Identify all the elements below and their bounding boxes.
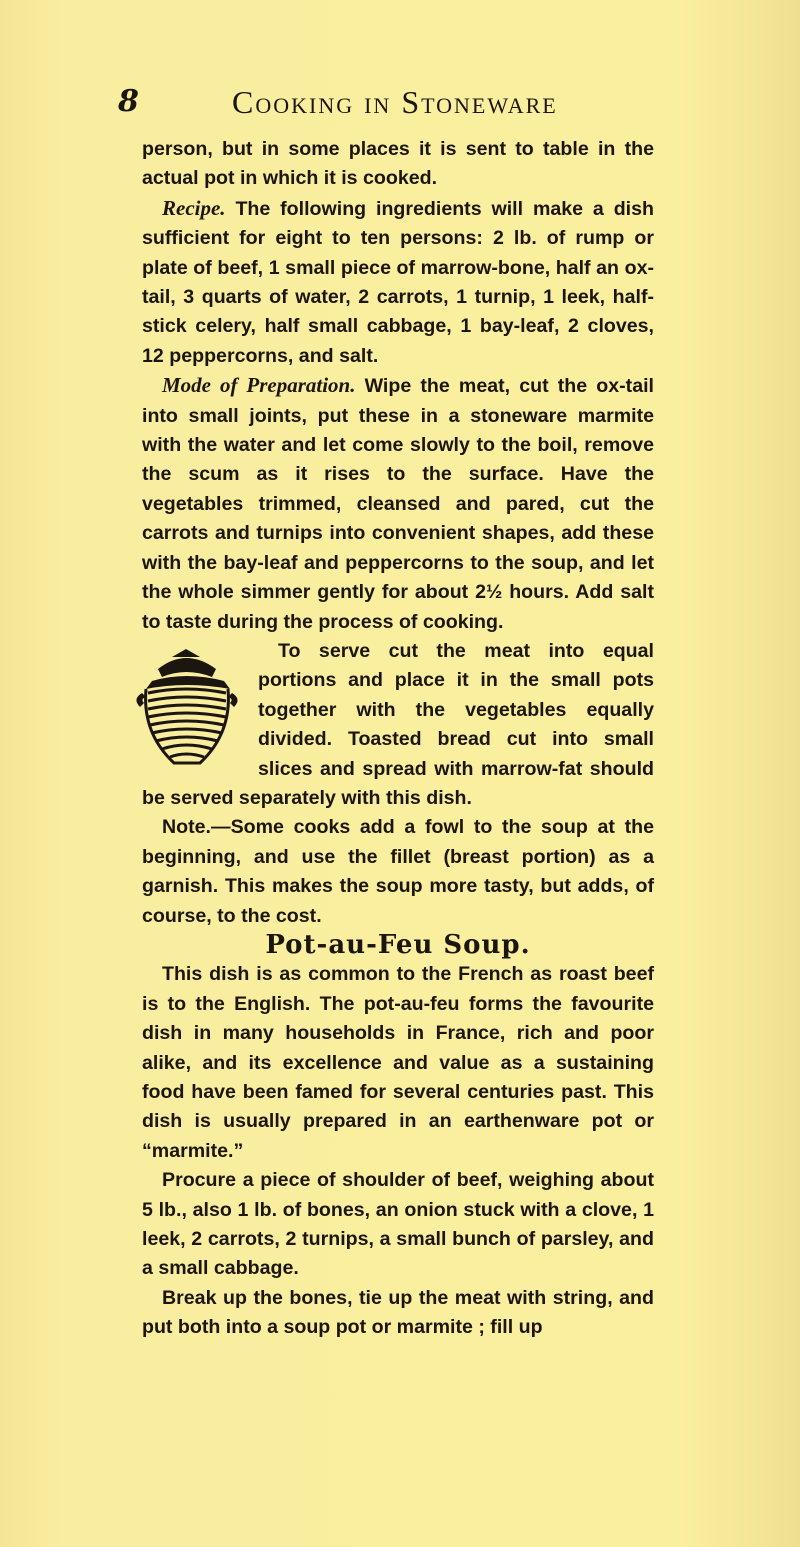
paragraph-break: Break up the bones, tie up the meat with string, and put both into a soup pot or marmite ; fill up <box>142 1286 654 1339</box>
paragraph-procure: Procure a piece of shoulder of beef, weighing about 5 lb., also 1 lb. of bones, an onion stuck with a clove, 1 leek, 2 carrots, 2 turnips, a small bunch of parsley, and a small cabbage. <box>142 1169 654 1280</box>
paragraph-mode <box>142 371 654 637</box>
paragraph-potaufeu-intro: This dish is as common to the French as roast beef is to the English. The pot-au-feu forms the favourite dish in many households in France, rich and poor alike, and its excellence and value as a sustaining food have been famed for several centuries past. This dish is usually prepared in an earthenware pot or “marmite.” <box>142 963 654 1162</box>
page-number: 8 <box>118 84 139 119</box>
paragraph-recipe <box>142 194 654 371</box>
section-heading: Pot-au-Feu Soup. <box>265 929 531 960</box>
paragraph-serve <box>142 637 654 813</box>
stoneware-pot-illustration <box>128 643 248 783</box>
mode-label: Mode of Preparation. <box>162 373 356 398</box>
serve-text: To serve cut the meat into equal portions and place it in the small pots together with the vegetables equally divided. Toasted bread cut into small slices and spread with marrow-fat should be served separately with this dish. <box>142 639 654 809</box>
recipe-text: The following ingredients will make a dish sufficient for eight to ten persons: 2 lb. of rump or plate of beef, 1 small piece of marrow-bone, half an ox-tail, 3 quarts of water, 2 carrots, 1 turnip, 1 leek, half-stick celery, half small cabbage, 1 bay-leaf, 2 cloves, 12 peppercorns, and salt. <box>142 197 654 367</box>
recipe-label: Recipe. <box>162 195 226 220</box>
running-title: Cooking in Stoneware <box>232 84 558 120</box>
page-body <box>142 135 654 1343</box>
paragraph-continuation: person, but in some places it is sent to table in the actual pot in which it is cooked. <box>142 138 654 190</box>
paragraph-note: Note.—Some cooks add a fowl to the soup at the beginning, and use the fillet (breast portion) as a garnish. This makes the soup more tasty, but adds, of course, to the cost. <box>142 816 654 927</box>
mode-text: Wipe the meat, cut the ox-tail into small joints, put these in a stoneware marmite with the water and let come slowly to the boil, remove the scum as it rises to the surface. Have the vegetables trimmed, cleansed and pared, cut the carrots and turnips into convenient shapes, add these with the bay-leaf and peppercorns to the soup, and let the whole simmer gently for about 2½ hours. Add salt to taste during the process of cooking. <box>142 375 654 633</box>
